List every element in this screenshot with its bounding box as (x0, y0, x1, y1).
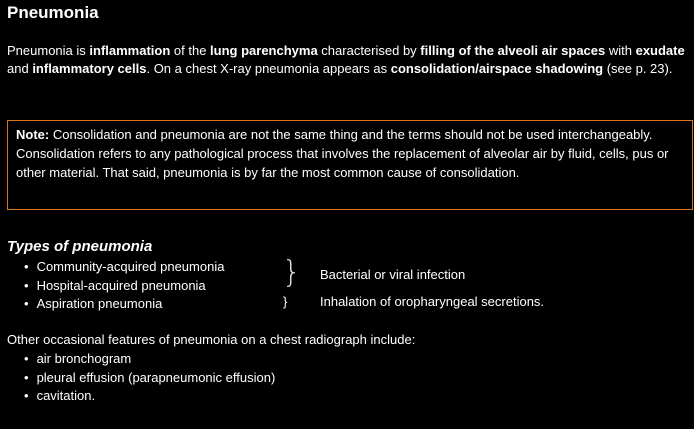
list-item: • cavitation. (24, 387, 275, 406)
list-item: • pleural effusion (parapneumonic effusion) (24, 369, 275, 388)
intro-text: Pneumonia is (7, 43, 90, 58)
intro-term: inflammation (89, 43, 171, 58)
note-box (7, 120, 693, 210)
intro-text: and (7, 61, 33, 76)
intro-text: with (605, 43, 636, 58)
types-heading: Types of pneumonia (7, 238, 153, 255)
grouping-brace: } (282, 255, 302, 290)
intro-term: exudate (635, 43, 685, 58)
intro-paragraph (7, 42, 687, 78)
cause-infection: Bacterial or viral infection (320, 267, 466, 282)
intro-text: . On a chest X-ray pneumonia appears as (146, 61, 391, 76)
intro-term: lung parenchyma (210, 43, 318, 58)
note-label: Note: (16, 127, 50, 142)
list-item: • Community-acquired pneumonia (24, 258, 224, 277)
intro-term: filling of the alveoli air spaces (420, 43, 606, 58)
note-paragraph (16, 125, 684, 182)
single-brace: } (283, 294, 288, 309)
features-list (24, 350, 275, 406)
cause-aspiration: Inhalation of oropharyngeal secretions. (320, 294, 545, 309)
intro-text: characterised by (317, 43, 421, 58)
types-list (24, 258, 224, 314)
intro-term: consolidation/airspace shadowing (390, 61, 604, 76)
intro-term: inflammatory cells (32, 61, 147, 76)
intro-text: (see p. 23). (603, 61, 673, 76)
intro-text: of the (170, 43, 211, 58)
page-title: Pneumonia (7, 3, 99, 22)
note-text: Consolidation and pneumonia are not the same thing and the terms should not be used interchangeably. Consolidation refers to any pathological process that involves the replacement of alveolar air by fluid, cells, pus or other material. That said, pneumonia is by far the most common cause of consolidation. (16, 127, 669, 180)
list-item: • Aspiration pneumonia (24, 295, 224, 314)
list-item: • air bronchogram (24, 350, 275, 369)
features-intro: Other occasional features of pneumonia on a chest radiograph include: (7, 332, 416, 347)
list-item: • Hospital-acquired pneumonia (24, 277, 224, 296)
